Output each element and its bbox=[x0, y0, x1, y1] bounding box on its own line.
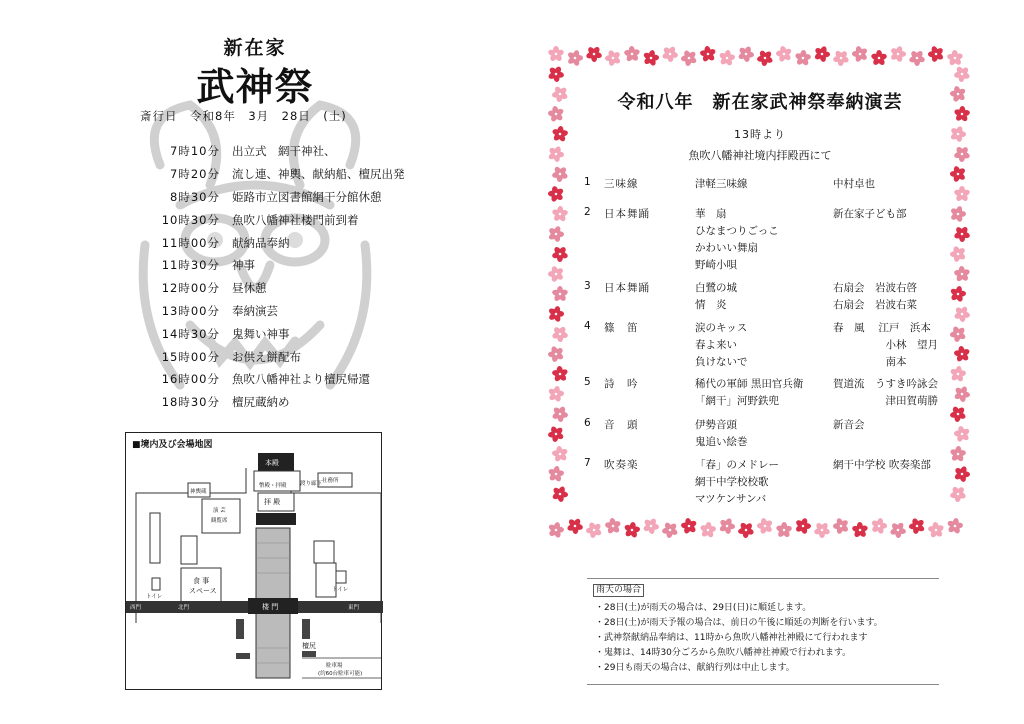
schedule-event: 献納品奉納 bbox=[232, 235, 290, 250]
map-label-north-gate: 北門 bbox=[178, 605, 190, 611]
program-item-performers bbox=[833, 206, 907, 223]
program-item-category: 日本舞踊 bbox=[604, 208, 650, 220]
schedule-event: 鬼舞い神事 bbox=[232, 326, 290, 341]
petal-flower bbox=[953, 186, 970, 202]
petal-flower bbox=[813, 522, 830, 538]
petal-flower bbox=[623, 46, 640, 63]
program-item-category: 音 頭 bbox=[604, 419, 639, 431]
petal-flower bbox=[643, 49, 660, 66]
map-label-heiden: 幣殿・拝殿 bbox=[259, 483, 287, 489]
program-performer-line: 津田賀萌勝 bbox=[833, 395, 938, 407]
program-item-performers bbox=[833, 457, 931, 474]
program-performer-line: 網干中学校 吹奏楽部 bbox=[833, 459, 931, 471]
program-item-titles bbox=[695, 320, 748, 371]
petal-flower bbox=[586, 521, 603, 538]
map-label-romon: 楼 門 bbox=[262, 603, 279, 611]
program-item-number: 6 bbox=[584, 417, 591, 429]
petal-flower bbox=[551, 326, 568, 343]
schedule-time: 11時00分 bbox=[161, 235, 220, 250]
program-title-line: 「春」のメドレー bbox=[695, 459, 779, 471]
map-label-shamusho: 社務所 bbox=[322, 478, 339, 484]
program-title-line: 白鷺の城 bbox=[695, 282, 737, 294]
petal-flower bbox=[794, 50, 811, 67]
petal-flower bbox=[567, 49, 583, 66]
petal-flower bbox=[548, 386, 565, 403]
petal-flower bbox=[551, 206, 568, 223]
program-item-number: 3 bbox=[584, 280, 591, 292]
petal-flower bbox=[776, 46, 793, 63]
rain-note: ・28日(土)が雨天の場合は、29日(日)に順延します。 bbox=[595, 603, 812, 613]
program-title-line: かわいい舞扇 bbox=[695, 242, 758, 254]
program-title-line: 稀代の軍師 黒田官兵衛 bbox=[695, 378, 804, 390]
petal-flower bbox=[548, 265, 564, 282]
program-performer-line: 新在家子ども部 bbox=[833, 208, 907, 220]
petal-flower bbox=[547, 466, 564, 483]
map-label-west-gate: 西門 bbox=[130, 605, 142, 611]
program-performer-line: 賀道流 うすき吟詠会 bbox=[833, 378, 938, 390]
venue-map bbox=[125, 432, 382, 690]
petal-flower bbox=[718, 50, 735, 67]
program-title-line: 津軽三味線 bbox=[695, 178, 748, 190]
schedule-row bbox=[125, 186, 425, 209]
petal-flower bbox=[795, 517, 811, 534]
petal-flower bbox=[548, 185, 565, 202]
festival-date: 斎行日 令和8年 3月 28日 (土) bbox=[140, 109, 347, 123]
map-label-jinko: 神輿蔵 bbox=[190, 489, 207, 495]
schedule-event: 魚吹八幡神社より檀尻帰還 bbox=[232, 372, 370, 387]
program-start-time: 13時より bbox=[734, 128, 786, 141]
rain-notes bbox=[595, 601, 883, 676]
program-venue: 魚吹八幡神社境内拝殿西にて bbox=[688, 149, 832, 162]
schedule-row bbox=[125, 322, 425, 345]
schedule-event: 流し連、神輿、献納船、檀尻出発 bbox=[232, 167, 405, 182]
schedule-time: 18時30分 bbox=[161, 395, 220, 410]
program-performer-line: 右扇会 岩波右菜 bbox=[833, 299, 917, 311]
petal-flower bbox=[954, 426, 971, 443]
schedule-time: 12時00分 bbox=[161, 281, 220, 296]
petal-flower bbox=[700, 46, 717, 63]
schedule-row bbox=[125, 231, 425, 254]
program-title-line: 涙のキッス bbox=[695, 322, 748, 334]
petal-flower bbox=[548, 345, 565, 362]
program-title-line: 「網干」河野鉄兜 bbox=[695, 395, 779, 407]
rain-note: ・29日も雨天の場合は、献納行列は中止します。 bbox=[595, 663, 795, 673]
map-label-danjiri: 檀尻 bbox=[302, 642, 316, 650]
petal-flower bbox=[950, 165, 966, 182]
petal-flower bbox=[551, 246, 568, 262]
program-title-line: 華 扇 bbox=[695, 208, 727, 220]
schedule-row bbox=[125, 391, 425, 414]
petal-flower bbox=[953, 306, 970, 323]
program-item-category: 日本舞踊 bbox=[604, 282, 650, 294]
petal-flower bbox=[950, 205, 966, 222]
map-label-honden: 本殿 bbox=[265, 459, 279, 467]
program-item-number: 5 bbox=[584, 376, 591, 388]
rain-note: ・28日(土)が雨天予報の場合は、前日の午後に順延の判断を行います。 bbox=[595, 618, 883, 628]
petal-flower bbox=[950, 245, 967, 262]
program-item-number: 1 bbox=[584, 176, 591, 188]
program-title-line: マツケンサンバ bbox=[695, 493, 767, 505]
program-item-number: 7 bbox=[584, 457, 591, 469]
program-item-category: 篠 笛 bbox=[604, 322, 639, 334]
map-title: ■境内及び会場地図 bbox=[132, 440, 213, 450]
map-label-toilet-west: トイレ bbox=[146, 594, 163, 600]
petal-flower bbox=[950, 406, 967, 423]
program-item-performers bbox=[833, 176, 875, 193]
program-item-performers bbox=[833, 320, 938, 371]
program-item-category: 三味線 bbox=[604, 178, 639, 190]
petal-flower bbox=[548, 521, 565, 538]
program-performer-line: 中村卓也 bbox=[833, 178, 875, 190]
program-item-titles bbox=[695, 376, 803, 410]
map-drawing bbox=[126, 433, 383, 691]
schedule-event: 昼休憩 bbox=[232, 281, 267, 296]
program-item-category: 詩 吟 bbox=[604, 378, 639, 390]
program-title-line: 負けないで bbox=[695, 356, 748, 368]
petal-flower bbox=[662, 522, 679, 539]
schedule-time: 15時00分 bbox=[161, 349, 220, 364]
petal-flower bbox=[950, 285, 967, 302]
program-item-titles bbox=[695, 280, 737, 314]
petal-flower bbox=[949, 486, 966, 503]
petal-flower bbox=[624, 522, 641, 539]
map-label-shokuji: 食 事 bbox=[193, 577, 210, 585]
schedule-time: 13時00分 bbox=[161, 303, 220, 318]
program-title-line: 鬼追い絵巻 bbox=[695, 436, 748, 448]
map-label-kanranseki: 観覧席 bbox=[211, 518, 228, 524]
map-label-east-gate: 東門 bbox=[348, 605, 360, 611]
rain-note: ・武神祭献納品奉納は、11時から魚吹八幡神社神殿にて行われます bbox=[595, 633, 868, 643]
festival-subtitle: 新在家 bbox=[223, 37, 287, 59]
schedule-row bbox=[125, 254, 425, 277]
petal-flower bbox=[551, 286, 568, 302]
program-item-titles bbox=[695, 176, 748, 193]
petal-flower bbox=[890, 45, 906, 62]
petal-flower bbox=[814, 45, 831, 62]
petal-flower bbox=[950, 325, 967, 342]
petal-flower bbox=[954, 66, 971, 83]
program-item-number: 4 bbox=[584, 320, 591, 332]
petal-flower bbox=[852, 45, 868, 62]
petal-flower bbox=[552, 446, 569, 463]
petal-flower bbox=[699, 522, 716, 539]
program-title-line: 野崎小唄 bbox=[695, 259, 737, 271]
schedule-time: 10時30分 bbox=[161, 212, 220, 227]
rain-note: ・鬼舞は、14時30分ごろから魚吹八幡神社神殿で行われます。 bbox=[595, 648, 852, 658]
program-item-titles bbox=[695, 206, 779, 274]
petal-flower bbox=[947, 518, 964, 535]
petal-flower bbox=[605, 518, 622, 535]
program-title-line: 情 炎 bbox=[695, 299, 727, 311]
petal-flower bbox=[681, 49, 698, 66]
petal-flower bbox=[548, 305, 564, 322]
petal-flower bbox=[908, 50, 925, 66]
petal-flower bbox=[928, 522, 945, 539]
program-title-line: 網干中学校校歌 bbox=[695, 476, 769, 488]
petal-flower bbox=[547, 46, 564, 62]
festival-title: 武神祭 bbox=[196, 64, 314, 109]
program-item-category: 吹奏楽 bbox=[604, 459, 639, 471]
schedule-row bbox=[125, 368, 425, 391]
petal-flower bbox=[889, 522, 906, 539]
petal-flower bbox=[949, 446, 966, 463]
petal-flower bbox=[547, 66, 564, 83]
schedule-event: 檀尻蔵納め bbox=[232, 395, 290, 410]
schedule-list bbox=[125, 140, 425, 414]
petal-flower bbox=[548, 225, 564, 242]
petal-flower bbox=[737, 522, 754, 539]
map-label-parking: 駐車場 bbox=[326, 663, 343, 669]
rain-notice bbox=[587, 578, 939, 685]
schedule-time: 11時30分 bbox=[161, 258, 220, 273]
schedule-row bbox=[125, 277, 425, 300]
program-item-performers bbox=[833, 280, 917, 314]
schedule-row bbox=[125, 345, 425, 368]
petal-flower bbox=[871, 517, 888, 534]
petal-flower bbox=[757, 50, 774, 67]
petal-flower bbox=[928, 45, 944, 62]
program-performer-line: 春 風 江戸 浜本 bbox=[833, 322, 931, 334]
schedule-time: 14時30分 bbox=[161, 326, 220, 341]
map-label-space: スペース bbox=[189, 587, 217, 595]
petal-flower bbox=[738, 45, 755, 62]
petal-flower bbox=[642, 517, 659, 534]
rain-title: 雨天の場合 bbox=[593, 584, 644, 597]
petal-flower bbox=[551, 406, 568, 423]
schedule-event: 姫路市立図書館網干分館休憩 bbox=[232, 189, 382, 204]
petal-flower bbox=[719, 517, 736, 534]
petal-flower bbox=[605, 49, 622, 66]
petal-flower bbox=[954, 465, 971, 482]
map-label-toilet-east: トイレ bbox=[332, 587, 349, 593]
map-label-watari: 渡り廊下 bbox=[300, 481, 323, 487]
schedule-event: 神事 bbox=[232, 258, 255, 273]
schedule-event: 奉納演芸 bbox=[232, 303, 278, 318]
program-title-line: 伊勢音頭 bbox=[695, 419, 737, 431]
petal-flower bbox=[832, 50, 849, 67]
petal-flower bbox=[551, 166, 568, 183]
program-performer-line: 新音会 bbox=[833, 419, 865, 431]
schedule-time: 7時10分 bbox=[170, 144, 220, 159]
schedule-event: 出立式 網干神社、 bbox=[232, 144, 336, 159]
petal-flower bbox=[775, 522, 792, 538]
schedule-row bbox=[125, 300, 425, 323]
schedule-time: 16時00分 bbox=[161, 372, 220, 387]
petal-flower bbox=[552, 485, 569, 502]
schedule-time: 7時20分 bbox=[170, 167, 220, 182]
petal-flower bbox=[953, 226, 970, 242]
schedule-time: 8時30分 bbox=[170, 189, 220, 204]
petal-flower bbox=[953, 266, 970, 283]
program-item-titles bbox=[695, 457, 779, 508]
petal-flower bbox=[946, 50, 963, 67]
schedule-event: お供え餅配布 bbox=[232, 349, 301, 364]
program-title-line: ひなまつりごっこ bbox=[695, 225, 779, 237]
program-item-performers bbox=[833, 376, 938, 410]
petal-flower bbox=[833, 517, 849, 534]
program-item-performers bbox=[833, 417, 865, 434]
map-label-engei: 演 芸 bbox=[213, 508, 226, 514]
program-item-number: 2 bbox=[584, 206, 591, 218]
schedule-row bbox=[125, 208, 425, 231]
petal-flower bbox=[566, 518, 583, 535]
petal-flower bbox=[551, 366, 568, 383]
schedule-row bbox=[125, 140, 425, 163]
program-title: 令和八年 新在家武神祭奉納演芸 bbox=[617, 92, 903, 113]
program-item-titles bbox=[695, 417, 748, 451]
program-title-line: 春よ来い bbox=[695, 339, 737, 351]
petal-flower bbox=[548, 425, 565, 442]
petal-flower bbox=[949, 366, 966, 383]
petal-flower bbox=[757, 517, 774, 534]
program-performer-line: 南本 bbox=[833, 356, 907, 368]
petal-flower bbox=[954, 385, 971, 402]
petal-flower bbox=[585, 46, 602, 62]
schedule-row bbox=[125, 163, 425, 186]
petal-flower bbox=[681, 518, 698, 535]
petal-flower bbox=[954, 346, 971, 363]
map-label-haiden: 拝 殿 bbox=[264, 498, 281, 506]
petal-flower bbox=[870, 50, 887, 66]
program-performer-line: 小林 望月 bbox=[833, 339, 938, 351]
petal-flower bbox=[661, 46, 678, 63]
map-label-parking-note: (約60台駐車可能) bbox=[318, 671, 363, 677]
schedule-event: 魚吹八幡神社楼門前到着 bbox=[232, 212, 359, 227]
petal-flower bbox=[851, 522, 868, 538]
program-performer-line: 右扇会 岩波右啓 bbox=[833, 282, 917, 294]
petal-flower bbox=[909, 517, 926, 534]
